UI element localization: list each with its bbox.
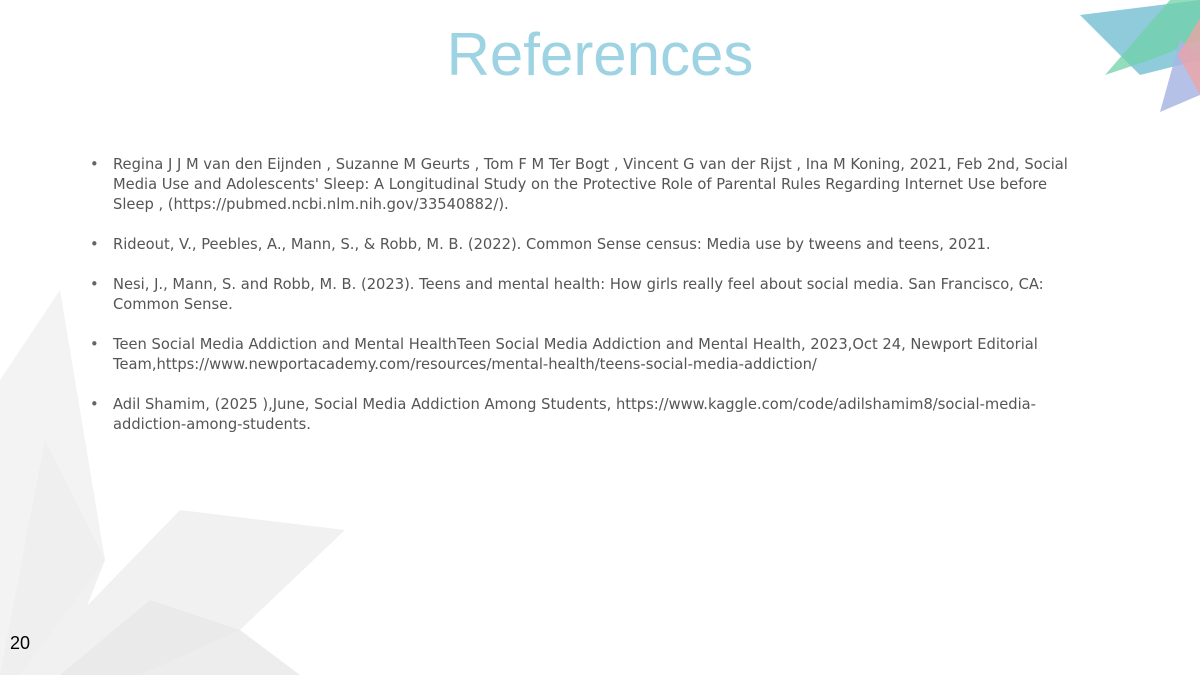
reference-item	[88, 395, 1088, 435]
bullet-icon: •	[90, 156, 99, 173]
references-list	[88, 155, 1088, 455]
reference-text: Teen Social Media Addiction and Mental HealthTeen Social Media Addiction and Mental Health, 2023,Oct 24, Newport Editorial Team,https://www.newportacademy.com/resources/mental-health/teens-social-media-addiction/	[113, 336, 1038, 373]
reference-text: Regina J J M van den Eijnden , Suzanne M Geurts , Tom F M Ter Bogt , Vincent G van der Rijst , Ina M Koning, 2021, Feb 2nd, Social Media Use and Adolescents' Sleep: A Longitudinal Study on the Protective Role of Parental Rules Regarding Internet Use before Sleep , (https://pubmed.ncbi.nlm.nih.gov/33540882/).	[113, 156, 1068, 213]
reference-item	[88, 335, 1088, 375]
reference-text: Adil Shamim, (2025 ),June, Social Media Addiction Among Students, https://www.kaggle.com/code/adilshamim8/social-media-addiction-among-students.	[113, 396, 1036, 433]
bullet-icon: •	[90, 276, 99, 293]
slide-title: References	[446, 21, 754, 88]
reference-text: Nesi, J., Mann, S. and Robb, M. B. (2023). Teens and mental health: How girls really feel about social media. San Francisco, CA: Common Sense.	[113, 276, 1044, 313]
reference-item	[88, 235, 1088, 255]
reference-text: Rideout, V., Peebles, A., Mann, S., & Robb, M. B. (2022). Common Sense census: Media use by tweens and teens, 2021.	[113, 236, 991, 253]
reference-item	[88, 155, 1088, 215]
page-number: 20	[10, 633, 31, 653]
bullet-icon: •	[90, 336, 99, 353]
reference-item	[88, 275, 1088, 315]
bullet-icon: •	[90, 396, 99, 413]
bullet-icon: •	[90, 236, 99, 253]
